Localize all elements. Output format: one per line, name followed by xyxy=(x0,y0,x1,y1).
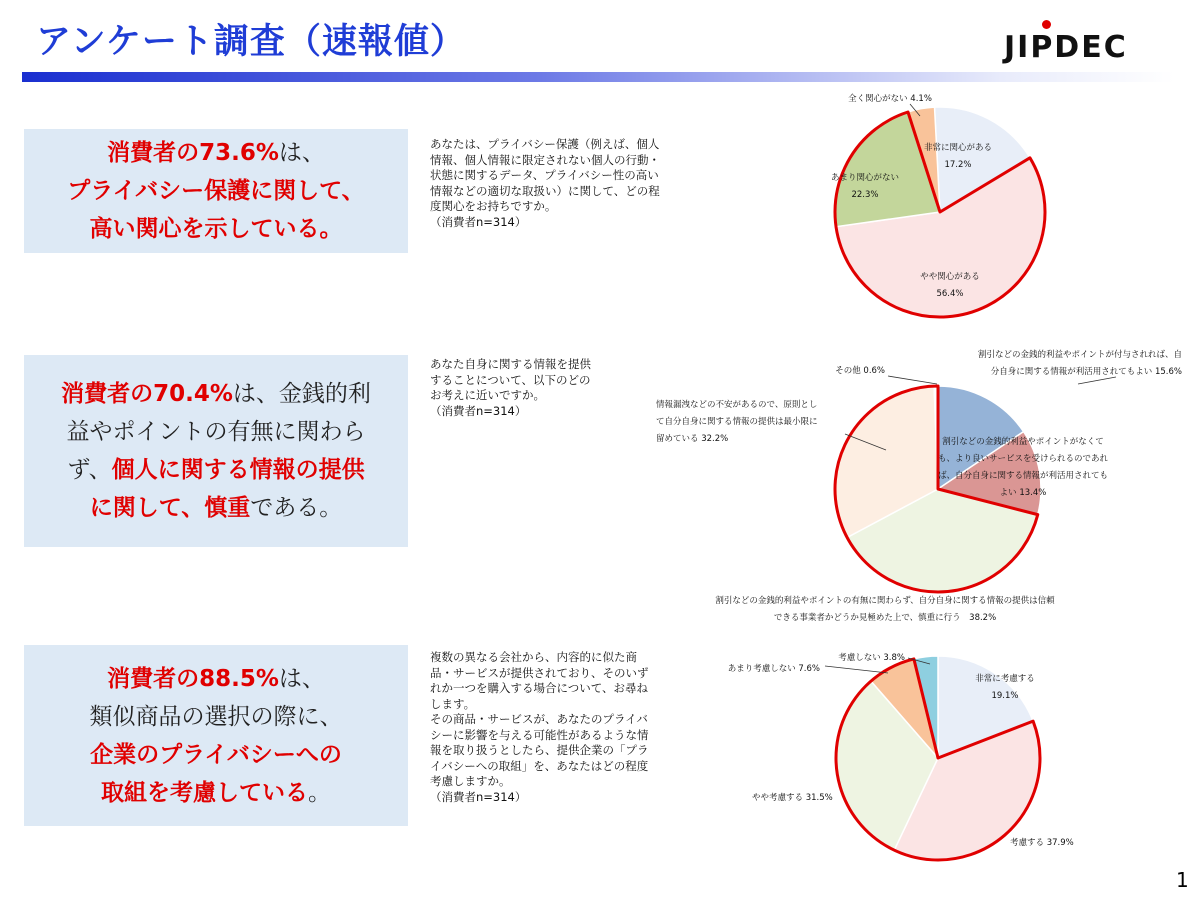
summary-text: 益やポイントの有無に関わら xyxy=(66,419,366,445)
summary-text: は、 xyxy=(278,665,325,692)
slice-label: 考慮しない 3.8% xyxy=(838,653,905,663)
logo-dot-icon xyxy=(1042,20,1051,29)
summary-line xyxy=(90,489,343,527)
pie-chart-product-choice xyxy=(720,648,1140,878)
highlight-text: プライバシー保護に関して、 xyxy=(67,178,365,204)
question-line: （消費者n=314） xyxy=(430,403,527,418)
summary-line xyxy=(67,172,364,210)
question-line: あなた自身に関する情報を提供 xyxy=(430,357,591,371)
slice-label: 22.3% xyxy=(851,190,879,200)
slice-label: 17.2% xyxy=(944,160,972,170)
slice-label: よい 13.4% xyxy=(999,488,1047,498)
summary-text: は、 xyxy=(278,140,325,166)
slice-label: やや考慮する 31.5% xyxy=(752,793,833,803)
highlight-text: 消費者の88.5% xyxy=(107,665,279,692)
slice-label: あまり考慮しない 7.6% xyxy=(727,664,820,674)
leader-line xyxy=(1078,377,1116,384)
summary-text: は、金銭的利 xyxy=(232,381,371,407)
summary-line xyxy=(90,210,343,248)
question-line: 情報などの適切な取扱い）に関して、どの程 xyxy=(430,183,660,198)
question-line: その商品・サービスが、あなたのプライバ xyxy=(430,712,648,726)
slice-label: 割引などの金銭的利益やポイントがなくて xyxy=(942,437,1104,447)
question-data-provision xyxy=(430,357,591,419)
summary-line xyxy=(90,698,343,736)
slice-label: も、より良いサービスを受けられるのであれ xyxy=(937,454,1109,464)
jipdec-logo xyxy=(1004,30,1128,65)
summary-box-product-choice xyxy=(24,645,408,826)
question-line: 複数の異なる会社から、内容的に似た商 xyxy=(430,650,637,664)
summary-box-interest xyxy=(24,129,408,253)
slice-label: 非常に考慮する xyxy=(975,674,1035,684)
leader-line xyxy=(888,376,937,384)
slice-label: て自分自身に関する情報の提供は最小限に xyxy=(656,417,818,427)
summary-text: 類似商品の選択の際に、 xyxy=(89,703,343,730)
highlight-text: 個人に関する情報の提供 xyxy=(111,457,365,483)
logo-text: JIPDEC xyxy=(1004,30,1128,65)
summary-line xyxy=(61,375,371,413)
question-line: 度関心をお持ちですか。 xyxy=(430,199,557,213)
slice-label: 情報漏洩などの不安があるので、原則とし xyxy=(656,400,818,410)
slice-label: 19.1% xyxy=(991,691,1019,701)
question-line: お考えに近いですか。 xyxy=(430,388,545,402)
question-line: することについて、以下のどの xyxy=(430,372,591,387)
question-line: 品・サービスが提供されており、そのいず xyxy=(430,665,649,680)
highlight-text: 消費者の70.4% xyxy=(61,381,233,407)
highlight-text: 高い関心を示している。 xyxy=(89,216,343,242)
summary-line xyxy=(90,736,342,774)
question-line: します。 xyxy=(430,696,476,711)
summary-text: 。 xyxy=(308,779,331,806)
question-line: シーに影響を与える可能性があるような情 xyxy=(430,727,649,742)
question-line: （消費者n=314） xyxy=(430,214,527,229)
title-underline-bar xyxy=(22,72,1174,82)
slice-label: 56.4% xyxy=(936,289,964,299)
summary-text: である。 xyxy=(250,495,343,521)
slice-label: ば、自分自身に関する情報が利活用されても xyxy=(937,471,1109,481)
question-line: イバシーへの取組」を、あなたはどの程度 xyxy=(430,758,649,773)
summary-box-data-provision xyxy=(24,355,408,547)
highlight-text: 企業のプライバシーへの xyxy=(90,741,342,768)
slice-label: 留めている 32.2% xyxy=(656,434,729,444)
question-line: 状態に関するデータ、プライバシー性の高い xyxy=(430,168,659,182)
summary-line xyxy=(67,413,366,451)
question-line: 情報、個人情報に限定されない個人の行動・ xyxy=(430,152,660,167)
highlight-text: に関して、慎重 xyxy=(89,495,251,521)
slice-label: 考慮する 37.9% xyxy=(1010,838,1074,848)
pie-chart-interest xyxy=(620,90,1180,330)
summary-line xyxy=(101,774,331,812)
slice-label: できる事業者かどうか見極めた上で、慎重に行う 38.2% xyxy=(773,613,997,623)
slice-label: 割引などの金銭的利益やポイントの有無に関わらず、自分自身に関する情報の提供は信頼 xyxy=(715,596,1055,606)
summary-line xyxy=(107,134,325,172)
slice-label: その他 0.6% xyxy=(835,366,885,376)
slice-label: やや関心がある xyxy=(920,272,980,282)
summary-line xyxy=(107,660,325,698)
slice-label: 割引などの金銭的利益やポイントが付与されれば、自 xyxy=(977,350,1182,360)
highlight-text: 消費者の73.6% xyxy=(107,140,279,166)
slice-label: あまり関心がない xyxy=(830,173,900,183)
highlight-text: 取組を考慮している xyxy=(101,779,308,806)
page-title: アンケート調査（速報値） xyxy=(36,22,466,62)
summary-line xyxy=(67,451,364,489)
question-line: れか一つを購入する場合について、お尋ね xyxy=(430,681,649,695)
question-product-choice xyxy=(430,650,649,805)
question-line: 考慮しますか。 xyxy=(430,774,511,788)
slice-label: 分自身に関する情報が利活用されてもよい 15.6% xyxy=(990,367,1182,377)
pie-chart-data-provision xyxy=(640,350,1200,632)
question-line: あなたは、プライバシー保護（例えば、個人 xyxy=(430,137,660,151)
question-line: （消費者n=314） xyxy=(430,789,527,804)
leader-line xyxy=(825,666,888,673)
slice-label: 全く関心がない 4.1% xyxy=(848,94,932,104)
question-line: 報を取り扱うとしたら、提供企業の「プラ xyxy=(430,743,649,757)
summary-text: ず、 xyxy=(67,457,112,483)
slice-label: 非常に関心がある xyxy=(923,143,993,153)
page-number: 1 xyxy=(1176,868,1189,892)
